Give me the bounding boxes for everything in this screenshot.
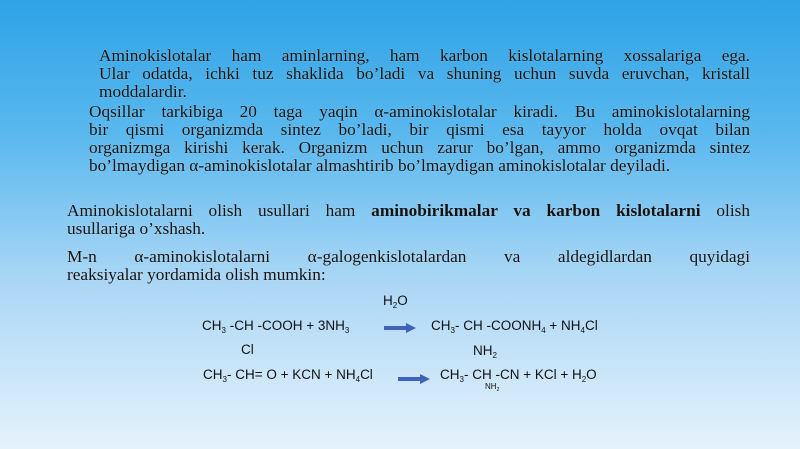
reaction1-products: $CH_3-$ CH $-COONH_4 + NH_4Cl$: [431, 318, 598, 335]
paragraph-methods: [67, 202, 750, 238]
reaction2-arrow-icon: [398, 374, 430, 384]
reaction2-substituent-nh2: $NH_2$: [485, 382, 500, 393]
text-line: usullariga o’xshash.: [67, 219, 206, 238]
reaction2-products: $CH_3-$ CH -CN + KCl + $H_2O$: [440, 367, 597, 384]
text-line: bo’lmaydigan α-aminokislotalar almashtirib bo’lmaydigan aminokislotalar deyiladi.: [89, 156, 671, 175]
paragraph-intro: [67, 47, 750, 101]
text-line: [67, 202, 750, 220]
text-line: Ular odatda, ichki tuz shaklida bo’ladi va shuning uchun suvda eruvchan, kristall: [99, 64, 750, 83]
text-line: Aminokislotalar ham aminlarning, ham karbon kislotalarning xossalariga ega.: [99, 46, 750, 65]
text-run: olish: [700, 201, 750, 220]
reaction2-reactants: $CH_3-$ CH= O + KCN + $NH_4Cl$: [203, 367, 373, 384]
text-line: bir qismi organizmda sintez bo’ladi, bir qismi esa tayyor holda ovqat bilan: [89, 120, 750, 139]
text-line: reaksiyalar yordamida olish mumkin:: [67, 265, 326, 284]
text-run: Aminokislotalarni olish usullari ham: [67, 201, 372, 220]
text-line: organizmga kirishi kerak. Organizm uchun zarur bo’lgan, ammo organizmda sintez: [89, 138, 750, 157]
reaction1-substituent-cl: Cl: [241, 342, 254, 357]
bold-phrase: aminobirikmalar va karbon kislotalarni: [371, 201, 701, 220]
reaction1-substituent-nh2: $NH_2$: [473, 343, 497, 360]
text-line: moddalardir.: [99, 82, 187, 101]
reaction1-arrow-icon: [384, 323, 416, 333]
reaction1-reactants: $CH_3$ -CH -COOH + $3NH_3$: [202, 318, 350, 335]
text-line: M-n α-aminokislotalarni α-galogenkislotalardan va aldegidlardan quyidagi: [67, 247, 750, 266]
reaction1-catalyst: $H_2O$: [383, 293, 408, 310]
paragraph-protein-amino-acids: [67, 103, 750, 175]
paragraph-reactions-intro: [67, 248, 750, 284]
text-line: Oqsillar tarkibiga 20 taga yaqin α-aminokislotalar kiradi. Bu aminokislotalarning: [89, 102, 750, 121]
